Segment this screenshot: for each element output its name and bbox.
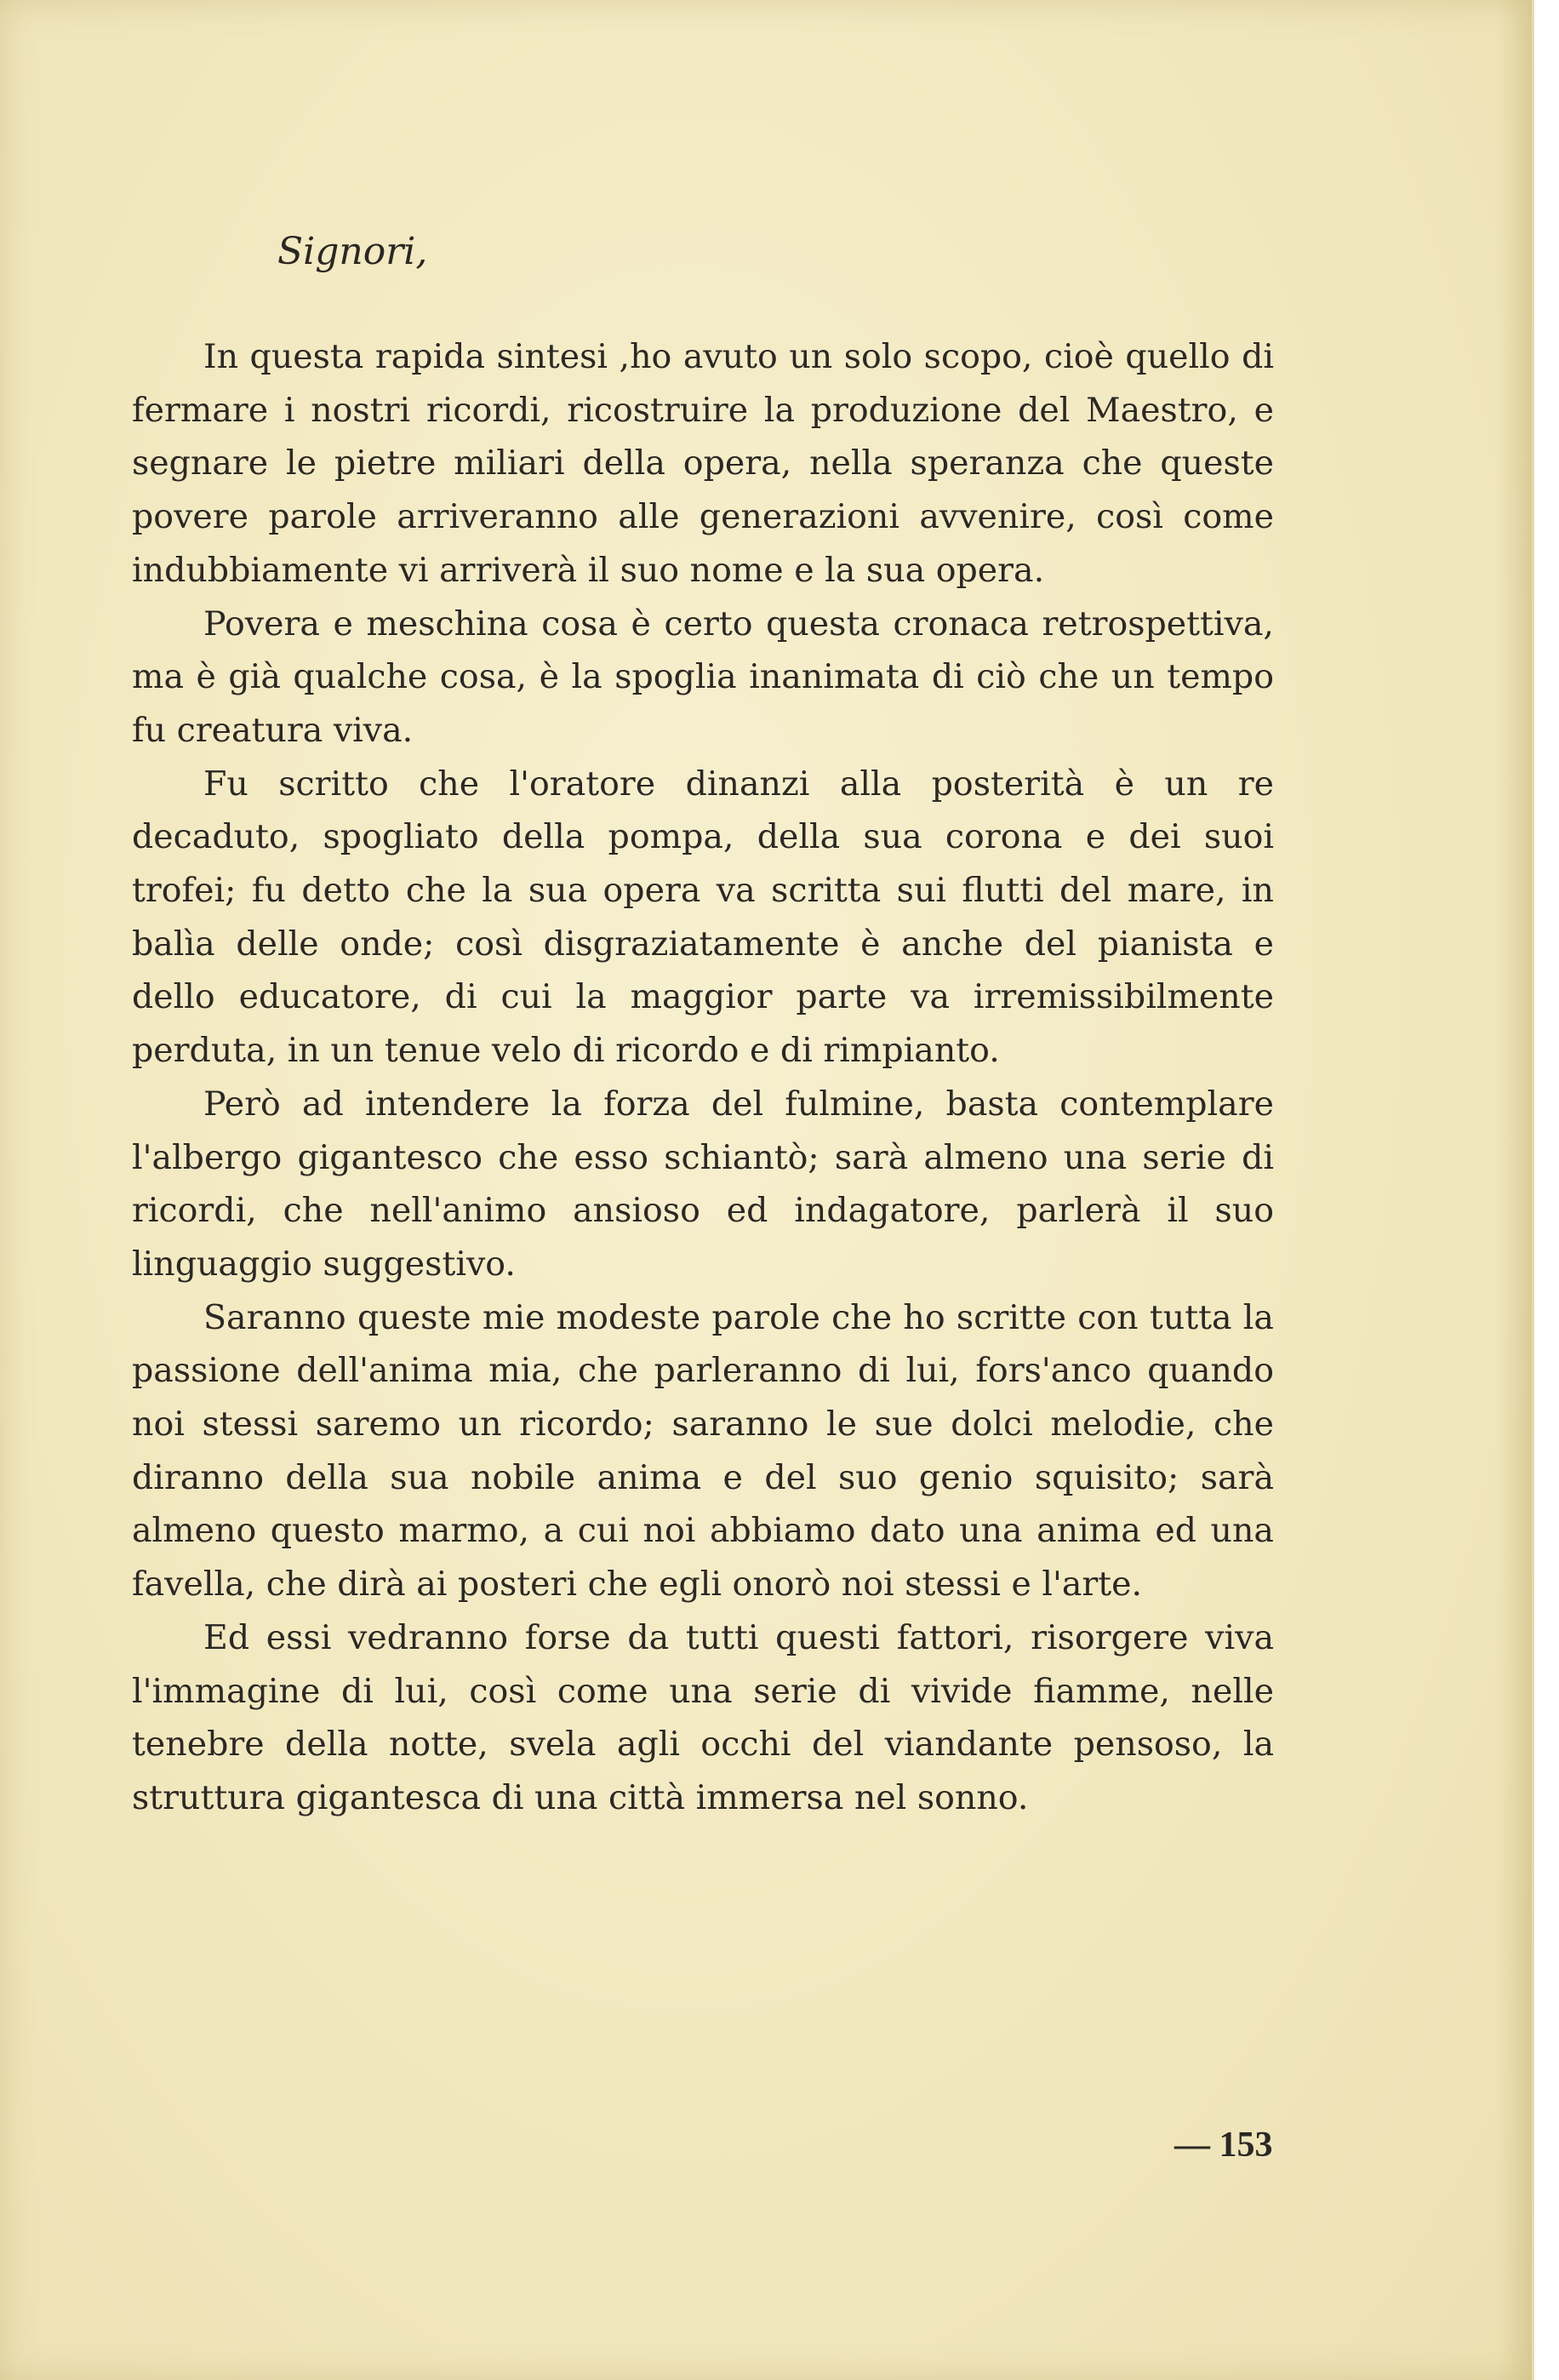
paragraph-6: Ed essi vedranno forse da tutti questi fattori, risorgere viva l'immagine di lui, così come una serie di vivide fiamme, nelle tenebre della notte, svela agli occhi del viandante pensoso, la struttura gigantesca di una città immersa nel sonno. (132, 1617, 1274, 1817)
paragraph-4: Però ad intendere la forza del fulmine, basta contemplare l'albergo gigantesco che esso schiantò; sarà almeno una serie di ricordi, che nell'animo ansioso ed indagatore, parlerà il suo linguaggio suggestivo. (132, 1084, 1274, 1284)
body-text (132, 330, 1274, 1825)
paragraph-1: In questa rapida sintesi ,ho avuto un solo scopo, cioè quello di fermare i nostri ricordi, ricostruire la produzione del Maestro, e segnare le pietre miliari della opera, nella speranza che queste povere parole arriveranno alle generazioni avvenire, così come indubbiamente vi arriverà il suo nome e la sua opera. (132, 337, 1274, 590)
salutation: Signori, (277, 230, 428, 273)
paragraph-3: Fu scritto che l'oratore dinanzi alla posterità è un re decaduto, spogliato della pompa, della sua corona e dei suoi trofei; fu detto che la sua opera va scritta sui flutti del mare, in balìa delle onde; così disgraziatamente è anche del pianista e dello educatore, di cui la maggior parte va irremissibilmente perduta, in un tenue velo di ricordo e di rimpianto. (132, 764, 1274, 1071)
paragraph-2: Povera e meschina cosa è certo questa cronaca retrospettiva, ma è già qualche cosa, è la spoglia inanimata di ciò che un tempo fu creatura viva. (132, 604, 1274, 750)
paragraph-5: Saranno queste mie modeste parole che ho scritte con tutta la passione dell'anima mia, che parleranno di lui, fors'anco quando noi stessi saremo un ricordo; saranno le sue dolci melodie, che diranno della sua nobile anima e del suo genio squisito; sarà almeno questo marmo, a cui noi abbiamo dato una anima ed una favella, che dirà ai posteri che egli onorò noi stessi e l'arte. (132, 1297, 1274, 1605)
page-number: — 153 (1174, 2125, 1273, 2165)
